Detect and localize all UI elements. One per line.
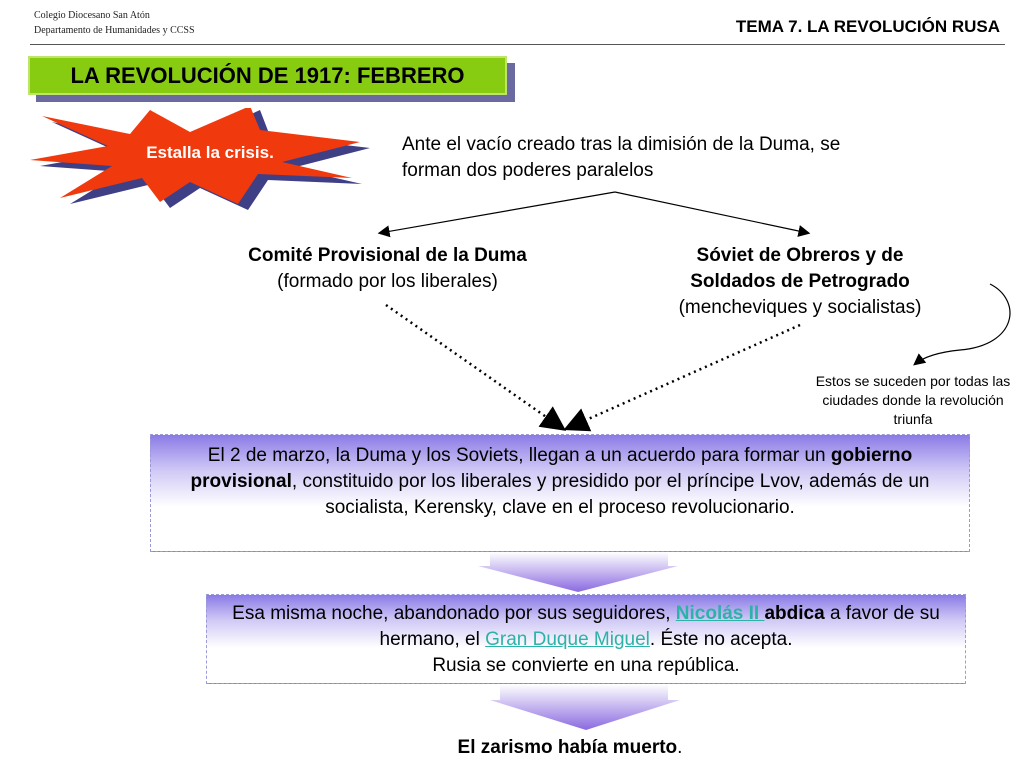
soviet-name-line2: Soldados de Petrogrado	[690, 271, 910, 292]
soviet-name-line1: Sóviet de Obreros y de	[696, 245, 904, 266]
header-divider	[30, 44, 1005, 45]
final-statement	[300, 737, 840, 759]
slide-title: LA REVOLUCIÓN DE 1917: FEBRERO	[28, 56, 507, 95]
down-arrow-2	[490, 684, 680, 730]
agreement-box	[150, 434, 970, 552]
comite-provisional	[200, 243, 575, 295]
burst-label: Estalla la crisis.	[146, 143, 274, 162]
nicolas-ii-link[interactable]: Nicolás II	[675, 603, 765, 624]
down-arrow-1	[478, 552, 678, 592]
abdication-box	[206, 594, 966, 684]
agreement-text-1: El 2 de marzo, la Duma y los Soviets, llegan a un acuerdo para formar un	[207, 445, 831, 466]
school-name: Colegio Diocesano San Atón	[34, 10, 150, 21]
soviet-petrogrado	[640, 243, 960, 321]
dotted-arrow-right	[568, 325, 800, 428]
final-end: .	[677, 737, 683, 758]
comite-name: Comité Provisional de la Duma	[248, 245, 527, 266]
republic-line: Rusia se convierte en una república.	[432, 655, 740, 676]
intro-text: Ante el vacío creado tras la dimisión de la Duma, se forman dos poderes paralelos	[402, 134, 841, 181]
split-arrow-right	[615, 192, 808, 233]
abdica-word: abdica	[764, 603, 825, 624]
department-name: Departamento de Humanidades y CCSS	[34, 25, 195, 36]
abdication-text-2: a favor de su hermano, el	[379, 603, 940, 650]
soviet-detail: (mencheviques y socialistas)	[678, 297, 922, 318]
dotted-arrow-left	[386, 305, 562, 428]
abdication-text-1: Esa misma noche, abandonado por sus seguidores,	[232, 603, 676, 624]
abdication-text-3: . Éste no acepta.	[649, 629, 793, 650]
school-header	[34, 8, 195, 38]
gobierno-provisional-term: gobierno provisional	[190, 445, 913, 492]
side-note: Estos se suceden por todas las ciudades donde la revolución triunfa	[815, 373, 1011, 427]
comite-detail: (formado por los liberales)	[277, 271, 498, 292]
abdication-line1	[219, 601, 953, 653]
agreement-text-2: , constituido por los liberales y presidido por el príncipe Lvov, además de un socialista, Kerensky, clave en el proceso revolucionario.	[291, 471, 930, 518]
final-bold: El zarismo había muerto	[457, 737, 678, 758]
gran-duque-miguel-link[interactable]: Gran Duque Miguel	[485, 629, 650, 650]
topic-title: TEMA 7. LA REVOLUCIÓN RUSA	[735, 17, 1000, 36]
split-arrow-left	[380, 192, 615, 233]
